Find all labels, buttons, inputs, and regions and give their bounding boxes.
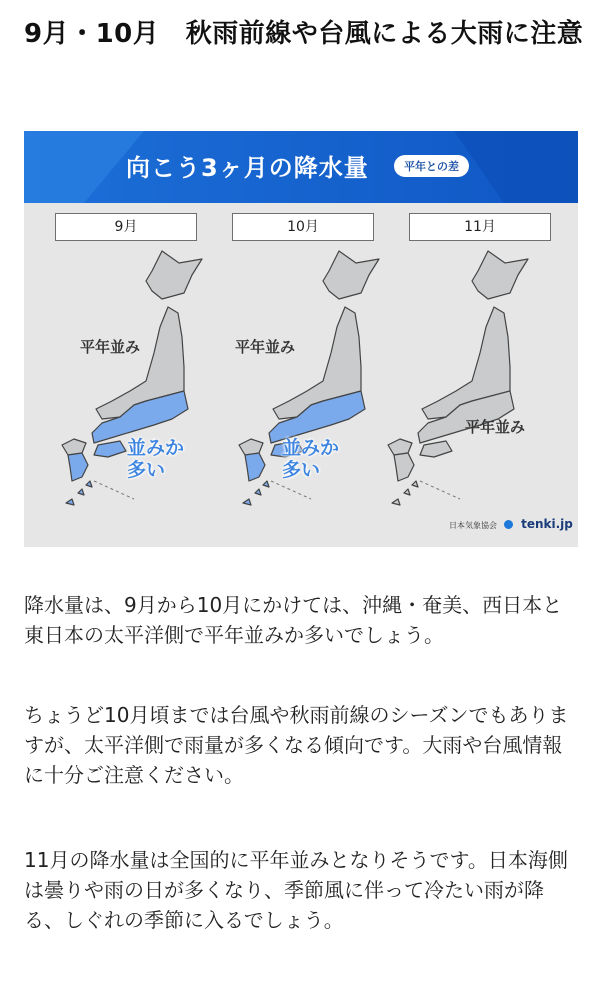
credit-site: tenki.jp [521, 517, 573, 531]
label-normal-october: 平年並み [235, 338, 296, 356]
figure-title: 向こう3ヶ月の降水量 [126, 154, 369, 182]
figure-banner [24, 131, 578, 203]
islands [243, 481, 269, 505]
month-label-october: 10月 [232, 213, 374, 241]
body-paragraph-2: ちょうど10月頃までは台風や秋雨前線のシーズンでもありますが、太平洋側で雨量が多くなる傾向です。大雨や台風情報に十分ご注意ください。 [24, 703, 569, 787]
body-paragraph-1: 降水量は、9月から10月にかけては、沖縄・奄美、西日本と東日本の太平洋側で平年並みか多いでしょう。 [24, 593, 563, 647]
islands [392, 481, 418, 505]
body-paragraph-3: 11月の降水量は全国的に平年並みとなりそうです。日本海側は曇りや雨の日が多くなり、季節風に伴って冷たい雨が降る、しぐれの季節に入るでしょう。 [24, 848, 568, 932]
figure-badge: 平年との差 [394, 155, 469, 177]
kyushu-south [245, 453, 265, 481]
tenki-logo-icon [504, 520, 513, 529]
label-more-october-2: 多い [282, 459, 321, 481]
label-more-september-1: 並みか [127, 437, 185, 459]
kyushu-south [394, 453, 414, 481]
month-label-september: 9月 [55, 213, 197, 241]
hokkaido [472, 251, 528, 299]
label-more-september-2: 多い [127, 459, 166, 481]
kyushu-south [68, 453, 88, 481]
shikoku [94, 441, 126, 457]
precipitation-forecast-figure [24, 131, 578, 547]
map-november [360, 241, 535, 531]
figure-credit [449, 517, 573, 531]
month-label-november: 11月 [409, 213, 551, 241]
islands [66, 481, 92, 505]
credit-org: 日本気象協会 [449, 521, 497, 530]
shikoku [420, 441, 452, 457]
label-more-october-1: 並みか [282, 437, 340, 459]
hokkaido [146, 251, 202, 299]
map-september [34, 241, 209, 531]
label-normal-november: 平年並み [465, 418, 526, 436]
label-normal-september: 平年並み [80, 338, 141, 356]
article-heading: 9月・10月 秋雨前線や台風による大雨に注意 [24, 19, 584, 49]
